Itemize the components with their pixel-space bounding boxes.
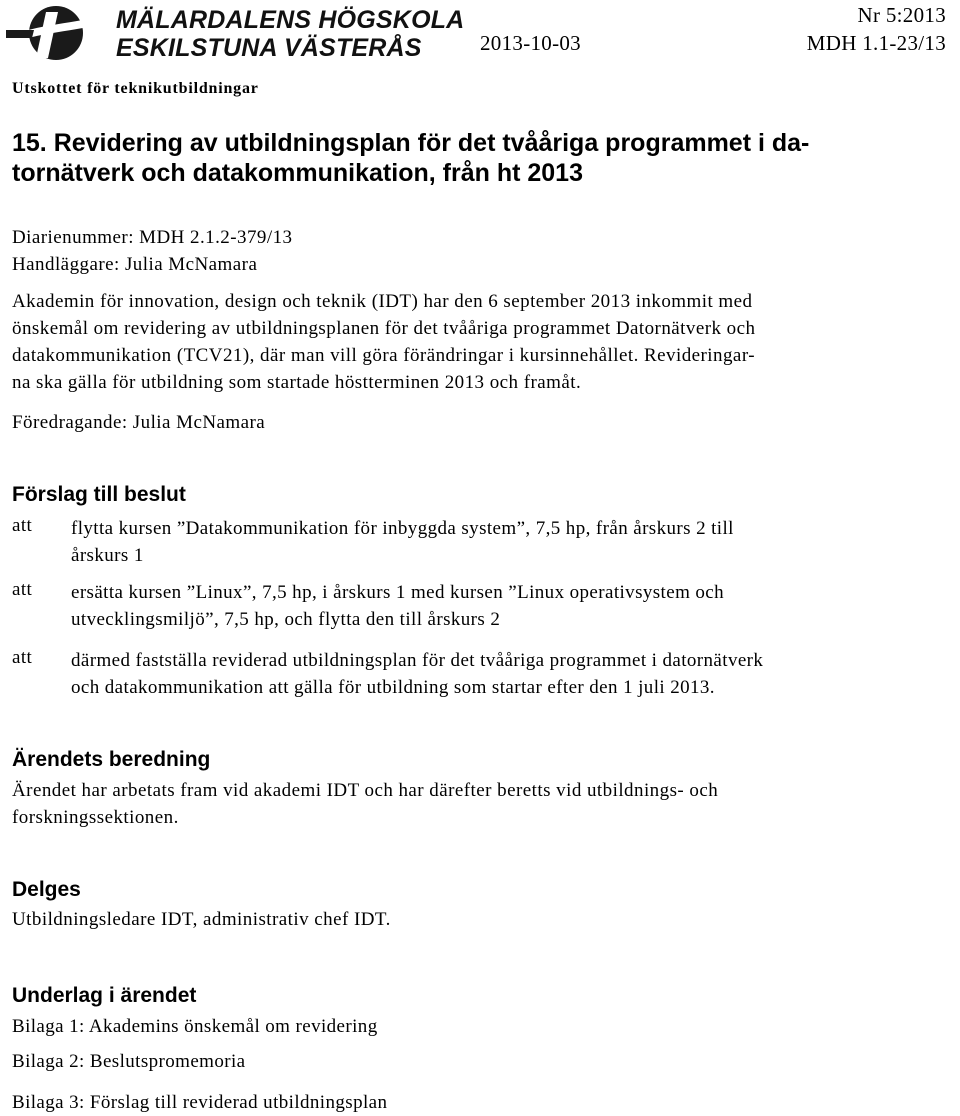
section-heading-forslag: Förslag till beslut (12, 483, 186, 506)
decision-line: därmed fastställa reviderad utbildningsplan för det tvååriga programmet i datornätverk (71, 650, 764, 671)
document-reference: MDH 1.1-23/13 (806, 31, 946, 55)
document-date: 2013-10-03 (480, 31, 581, 55)
decision-item (71, 515, 951, 569)
decision-line: flytta kursen ”Datakommunikation för inbyggda system”, 7,5 hp, från årskurs 2 till (71, 518, 734, 539)
decision-line: årskurs 1 (71, 545, 144, 566)
beredning-line: Ärendet har arbetats fram vid akademi IDT och har därefter beretts vid utbildnings- och (12, 780, 719, 801)
attachment-item: Bilaga 1: Akademins önskemål om revidering (12, 1016, 378, 1037)
decision-line: och datakommunikation att gälla för utbildning som startar efter den 1 juli 2013. (71, 677, 715, 698)
beredning-paragraph (12, 777, 957, 831)
attachment-item: Bilaga 3: Förslag till reviderad utbildningsplan (12, 1092, 388, 1113)
decision-line: utvecklingsmiljö”, 7,5 hp, och flytta den till årskurs 2 (71, 609, 501, 630)
handlaggare: Handläggare: Julia McNamara (12, 254, 258, 275)
section-heading-beredning: Ärendets beredning (12, 748, 211, 771)
document-number: Nr 5:2013 (857, 3, 946, 27)
title-line-1: 15. Revidering av utbildningsplan för det tvååriga programmet i da- (12, 129, 810, 157)
section-heading-delges: Delges (12, 878, 81, 901)
decision-item (71, 579, 951, 633)
page-title (12, 128, 912, 188)
att-prefix: att (12, 647, 33, 668)
beredning-line: forskningssektionen. (12, 807, 179, 828)
intro-paragraph (12, 288, 957, 396)
intro-line: na ska gälla för utbildning som startade höstterminen 2013 och framåt. (12, 372, 582, 393)
delges-text: Utbildningsledare IDT, administrativ chef IDT. (12, 909, 391, 930)
intro-line: önskemål om revidering av utbildningsplanen för det tvååriga programmet Datornätverk och (12, 318, 756, 339)
title-line-2: tornätverk och datakommunikation, från ht 2013 (12, 159, 583, 187)
section-heading-underlag: Underlag i ärendet (12, 984, 197, 1007)
intro-line: datakommunikation (TCV21), där man vill göra förändringar i kursinnehållet. Revideringar- (12, 345, 755, 366)
att-prefix: att (12, 515, 33, 536)
attachment-item: Bilaga 2: Beslutspromemoria (12, 1051, 246, 1072)
decision-item (71, 647, 951, 701)
committee-name: Utskottet för teknikutbildningar (12, 80, 259, 97)
logo-line-1: MÄLARDALENS HÖGSKOLA (116, 6, 465, 34)
att-prefix: att (12, 579, 33, 600)
logo-emblem-icon (6, 4, 110, 62)
decision-line: ersätta kursen ”Linux”, 7,5 hp, i årskurs 1 med kursen ”Linux operativsystem och (71, 582, 725, 603)
foredragande: Föredragande: Julia McNamara (12, 412, 266, 433)
intro-line: Akademin för innovation, design och teknik (IDT) har den 6 september 2013 inkommit med (12, 291, 753, 312)
logo-line-2: ESKILSTUNA VÄSTERÅS (116, 34, 422, 62)
diarienummer: Diarienummer: MDH 2.1.2-379/13 (12, 227, 293, 248)
university-logo (6, 4, 465, 62)
